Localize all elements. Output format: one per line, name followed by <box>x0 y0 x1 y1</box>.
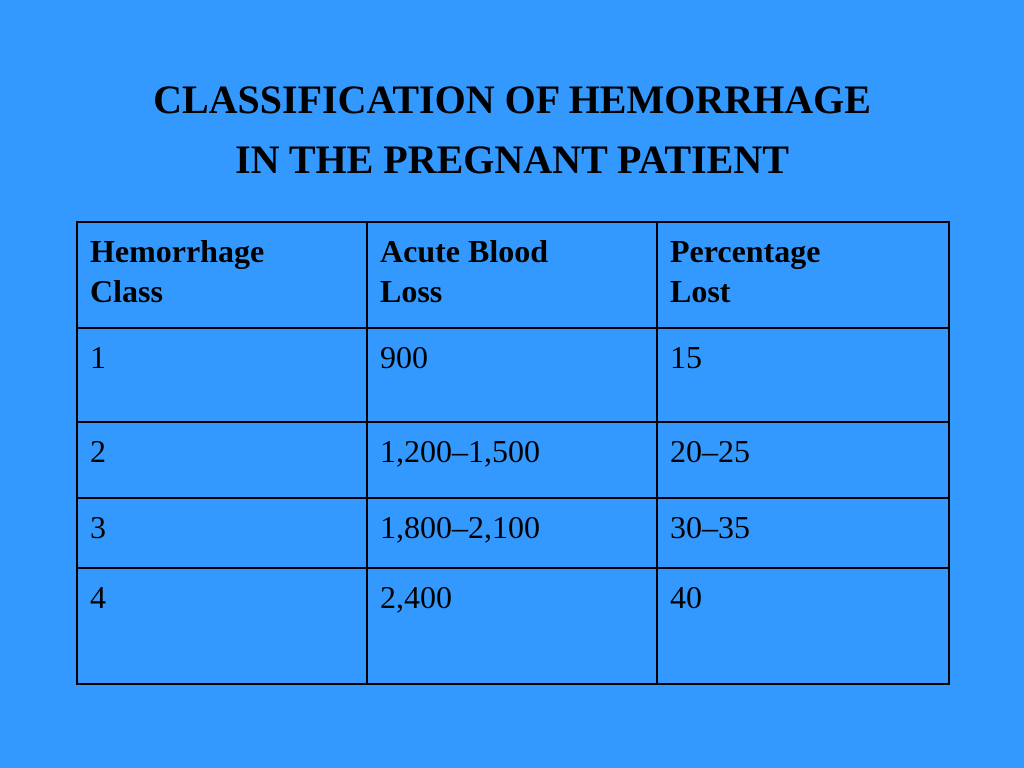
slide-title <box>0 70 1024 190</box>
table-row <box>77 422 949 498</box>
cell-blood-loss: 1,200–1,500 <box>367 422 657 498</box>
cell-class: 2 <box>77 422 367 498</box>
table-row <box>77 498 949 568</box>
cell-blood-loss: 2,400 <box>367 568 657 684</box>
header-acute-blood-loss: Acute Blood Loss <box>367 222 657 328</box>
cell-percentage: 15 <box>657 328 949 422</box>
header-hemorrhage-class: Hemorrhage Class <box>77 222 367 328</box>
table-row <box>77 568 949 684</box>
table-header-row <box>77 222 949 328</box>
cell-class: 4 <box>77 568 367 684</box>
header-percentage-lost: Percentage Lost <box>657 222 949 328</box>
hemorrhage-table-container <box>76 221 948 685</box>
title-line-1: CLASSIFICATION OF HEMORRHAGE <box>153 77 871 122</box>
hemorrhage-classification-table <box>76 221 950 685</box>
cell-percentage: 40 <box>657 568 949 684</box>
cell-percentage: 20–25 <box>657 422 949 498</box>
cell-class: 3 <box>77 498 367 568</box>
cell-blood-loss: 1,800–2,100 <box>367 498 657 568</box>
cell-percentage: 30–35 <box>657 498 949 568</box>
table-row <box>77 328 949 422</box>
cell-blood-loss: 900 <box>367 328 657 422</box>
title-line-2: IN THE PREGNANT PATIENT <box>235 137 789 182</box>
cell-class: 1 <box>77 328 367 422</box>
